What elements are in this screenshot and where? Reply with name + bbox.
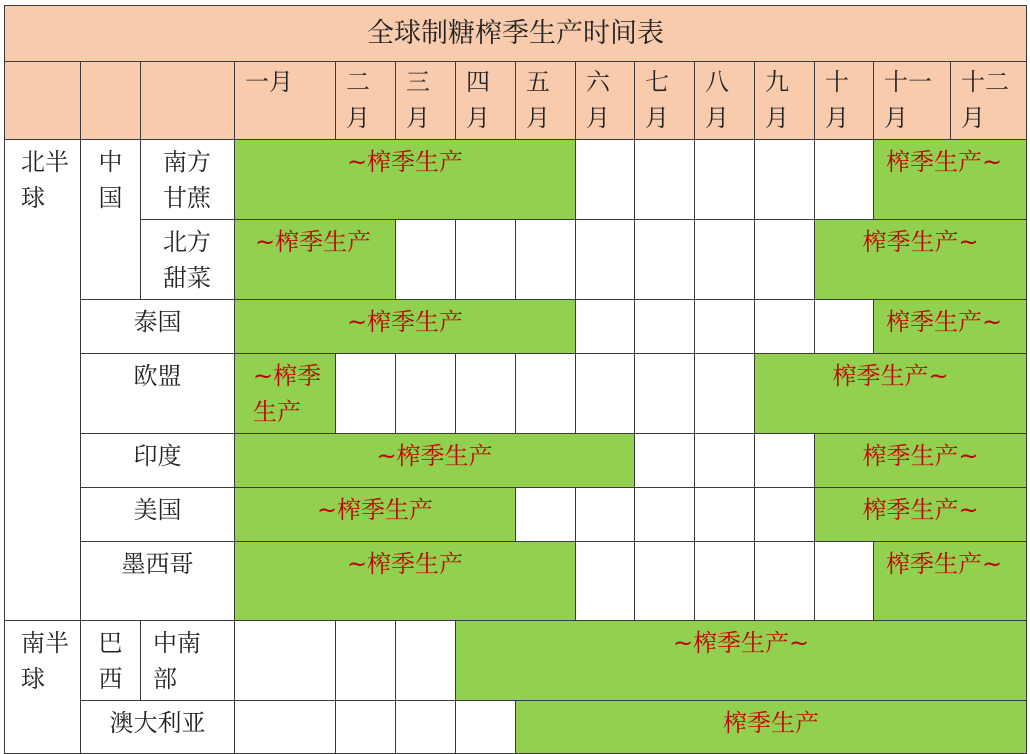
season-bar: 榨季生产~ <box>874 140 1027 220</box>
empty-cell <box>815 542 874 621</box>
empty-cell <box>516 488 576 542</box>
season-bar: ~榨季生产 <box>235 220 396 300</box>
empty-cell <box>755 300 815 354</box>
month-header: 二 月 <box>336 62 396 140</box>
season-bar: ~榨季生产 <box>235 434 635 488</box>
empty-cell <box>336 621 396 701</box>
region-south: 南半 球 <box>5 621 81 754</box>
empty-cell <box>755 488 815 542</box>
row-label-brazil-central-south: 中南 部 <box>141 621 235 701</box>
month-header: 十二 月 <box>951 62 1027 140</box>
season-bar: 榨季生产~ <box>874 542 1027 621</box>
month-header: 一月 <box>235 62 336 140</box>
empty-cell <box>695 434 755 488</box>
season-bar: ~榨季生产~ <box>456 621 1027 701</box>
empty-cell <box>456 701 516 754</box>
header-empty-cell <box>81 62 141 140</box>
month-header: 十一 月 <box>874 62 951 140</box>
empty-cell <box>695 542 755 621</box>
season-bar: 榨季生产~ <box>815 488 1027 542</box>
empty-cell <box>456 354 516 434</box>
month-header: 六 月 <box>576 62 635 140</box>
empty-cell <box>576 220 635 300</box>
empty-cell <box>695 300 755 354</box>
empty-cell <box>695 220 755 300</box>
empty-cell <box>576 488 635 542</box>
region-north: 北半 球 <box>5 140 81 621</box>
season-bar: 榨季生产 <box>516 701 1027 754</box>
season-bar: 榨季生产~ <box>815 220 1027 300</box>
empty-cell <box>576 354 635 434</box>
row-label-india: 印度 <box>81 434 235 488</box>
empty-cell <box>695 354 755 434</box>
empty-cell <box>576 542 635 621</box>
empty-cell <box>396 354 456 434</box>
season-bar: 榨季生产~ <box>815 434 1027 488</box>
empty-cell <box>755 542 815 621</box>
empty-cell <box>815 140 874 220</box>
empty-cell <box>235 621 336 701</box>
header-empty-cell <box>5 62 81 140</box>
table-title: 全球制糖榨季生产时间表 <box>5 6 1027 62</box>
month-header-row <box>5 62 1027 140</box>
header-empty-cell <box>141 62 235 140</box>
row-label-eu: 欧盟 <box>81 354 235 434</box>
empty-cell <box>635 434 695 488</box>
empty-cell <box>755 434 815 488</box>
empty-cell <box>635 488 695 542</box>
empty-cell <box>635 140 695 220</box>
empty-cell <box>396 701 456 754</box>
empty-cell <box>635 354 695 434</box>
table-row <box>5 220 1027 300</box>
country-china: 中 国 <box>81 140 141 300</box>
empty-cell <box>635 300 695 354</box>
empty-cell <box>396 220 456 300</box>
table-row <box>5 488 1027 542</box>
empty-cell <box>336 701 396 754</box>
empty-cell <box>235 701 336 754</box>
season-bar: ~榨季生产 <box>235 542 576 621</box>
empty-cell <box>576 300 635 354</box>
row-label-mexico: 墨西哥 <box>81 542 235 621</box>
month-header: 四 月 <box>456 62 516 140</box>
row-label-north-beet: 北方 甜菜 <box>141 220 235 300</box>
season-bar: ~榨季生产 <box>235 140 576 220</box>
row-label-australia: 澳大利亚 <box>81 701 235 754</box>
row-label-south-cane: 南方 甘蔗 <box>141 140 235 220</box>
table-row <box>5 701 1027 754</box>
month-header: 三 月 <box>396 62 456 140</box>
table-row <box>5 542 1027 621</box>
empty-cell <box>516 220 576 300</box>
empty-cell <box>815 300 874 354</box>
row-label-usa: 美国 <box>81 488 235 542</box>
empty-cell <box>755 220 815 300</box>
season-bar: ~榨季 生产 <box>235 354 336 434</box>
table-row <box>5 140 1027 220</box>
empty-cell <box>576 140 635 220</box>
season-bar: 榨季生产~ <box>755 354 1027 434</box>
table-row <box>5 354 1027 434</box>
month-header: 九 月 <box>755 62 815 140</box>
sugar-season-table <box>4 5 1027 754</box>
empty-cell <box>635 542 695 621</box>
season-bar: ~榨季生产 <box>235 300 576 354</box>
season-bar: 榨季生产~ <box>874 300 1027 354</box>
month-header: 十 月 <box>815 62 874 140</box>
empty-cell <box>695 488 755 542</box>
row-label-thailand: 泰国 <box>81 300 235 354</box>
empty-cell <box>456 220 516 300</box>
table-row <box>5 300 1027 354</box>
empty-cell <box>396 621 456 701</box>
month-header: 五 月 <box>516 62 576 140</box>
month-header: 八 月 <box>695 62 755 140</box>
empty-cell <box>695 140 755 220</box>
empty-cell <box>755 140 815 220</box>
empty-cell <box>336 354 396 434</box>
season-bar: ~榨季生产 <box>235 488 516 542</box>
empty-cell <box>516 354 576 434</box>
empty-cell <box>635 220 695 300</box>
table-row <box>5 434 1027 488</box>
month-header: 七 月 <box>635 62 695 140</box>
table-row <box>5 621 1027 701</box>
country-brazil: 巴 西 <box>81 621 141 701</box>
